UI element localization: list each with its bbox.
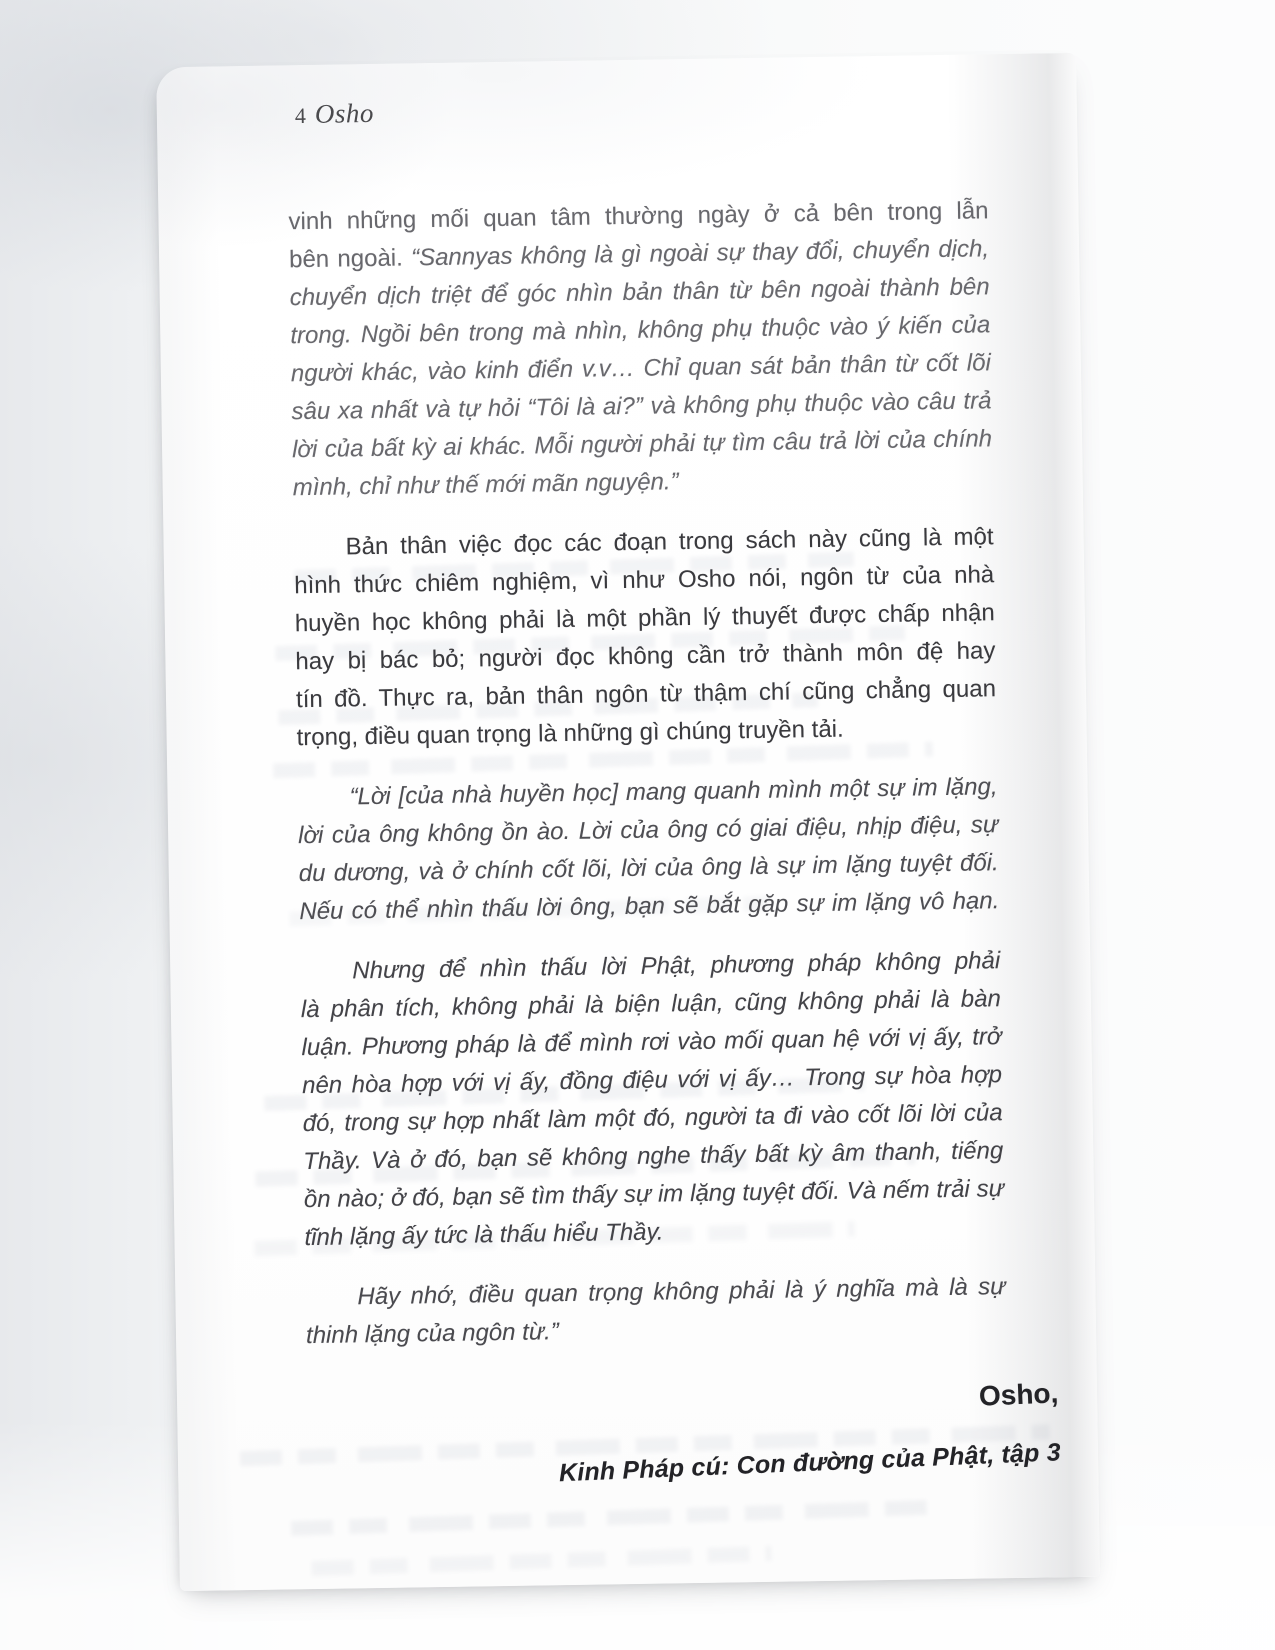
body-text: hình thức chiêm nghiệm, vì như Osho nói, ngôn từ của nhà (294, 561, 995, 600)
body-text: huyền học không phải là một phần lý thuyết được chấp nhận (294, 599, 995, 638)
quoted-italic-text: Nhưng để nhìn thấu lời Phật, phương pháp không phải (352, 947, 1001, 985)
body-text: Bản thân việc đọc các đoạn trong sách này cũng là một (345, 523, 994, 561)
quoted-italic-text: luận. Phương pháp là để mình rơi vào mối quan hệ với vị ấy, trở (301, 1023, 1002, 1062)
quoted-italic-text: ồn nào; ở đó, bạn sẽ tìm thấy sự im lặng tuyệt đối. Và nếm trải sự (303, 1175, 1005, 1214)
paragraph (288, 192, 993, 507)
quoted-italic-text: sâu xa nhất và tự hỏi “Tôi là ai?” và không phụ thuộc vào câu trả (291, 387, 992, 426)
quoted-italic-text: thinh lặng của ngôn từ.” (305, 1318, 559, 1350)
attribution (306, 1373, 1061, 1502)
paragraph (297, 768, 999, 931)
page-header (295, 98, 374, 130)
quoted-italic-text: là phân tích, không phải là biện luận, cũng không phải là bàn (300, 985, 1002, 1024)
quoted-italic-text: Hãy nhớ, điều quan trọng không phải là ý nghĩa mà là sự (357, 1273, 1006, 1311)
quoted-italic-text: trong. Ngồi bên trong mà nhìn, không phụ thuộc vào ý kiến của (290, 311, 991, 350)
text-column (288, 192, 1062, 1488)
quoted-italic-text: người khác, vào kinh điển v.v… Chỉ quan sát bản thân từ cốt lõi (290, 349, 992, 388)
quoted-italic-text: đó, trong sự hợp nhất làm một đó, người ta đi vào cốt lõi lời của (302, 1099, 1003, 1138)
quoted-italic-text: mình, chỉ như thế mới mãn nguyện.” (292, 468, 679, 502)
paragraph (305, 1268, 1006, 1355)
quoted-italic-text: du dương, và ở chính cốt lõi, lời của ông là sự im lặng tuyệt đối. (298, 849, 999, 888)
quoted-italic-text: lời của ông không ồn ào. Lời của ông có giai điệu, nhịp điệu, sự (297, 811, 999, 850)
quoted-italic-text: lời của bất kỳ ai khác. Mỗi người phải tự tìm câu trả lời của chính (291, 425, 993, 464)
page-showthrough (311, 1546, 771, 1576)
page-showthrough (291, 1500, 931, 1536)
quoted-italic-text: nên hòa hợp với vị ấy, đồng điệu với vị ấy… Trong sự hòa hợp (301, 1061, 1003, 1100)
paragraph (293, 518, 996, 757)
body-text: hay bị bác bỏ; người đọc không cần trở thành môn đệ hay (295, 637, 996, 676)
body-text: tín đồ. Thực ra, bản thân ngôn từ thậm chí cũng chẳng quan (295, 675, 997, 714)
quoted-italic-text: Nếu có thể nhìn thấu lời ông, bạn sẽ bắt gặp sự im lặng vô hạn. (299, 887, 1000, 926)
quoted-italic-text: Thầy. Và ở đó, bạn sẽ không nghe thấy bất kỳ âm thanh, tiếng (303, 1137, 1004, 1176)
quoted-italic-text: tĩnh lặng ấy tức là thấu hiểu Thầy. (304, 1218, 664, 1252)
body-text: trọng, điều quan trọng là những gì chúng truyền tải. (296, 715, 844, 752)
attribution-author: Osho, (978, 1377, 1059, 1412)
paragraph (300, 942, 1005, 1257)
body-text: vinh những mối quan tâm thường ngày ở cả bên trong lẫn (288, 197, 989, 236)
quoted-italic-text: “Sannyas không là gì ngoài sự thay đổi, chuyển dịch, (410, 235, 990, 272)
quoted-italic-text: “Lời [của nhà huyền học] mang quanh mình một sự im lặng, (349, 773, 998, 811)
book-page (156, 53, 1100, 1591)
body-text: bên ngoài. (288, 244, 412, 274)
page-number: 4 (294, 102, 307, 129)
attribution-work: Kinh Pháp cú: Con đường của Phật, tập 3 (558, 1438, 1062, 1488)
quoted-italic-text: chuyển dịch triệt để góc nhìn bản thân từ bên ngoài thành bên (289, 273, 990, 312)
running-title: Osho (314, 97, 375, 129)
